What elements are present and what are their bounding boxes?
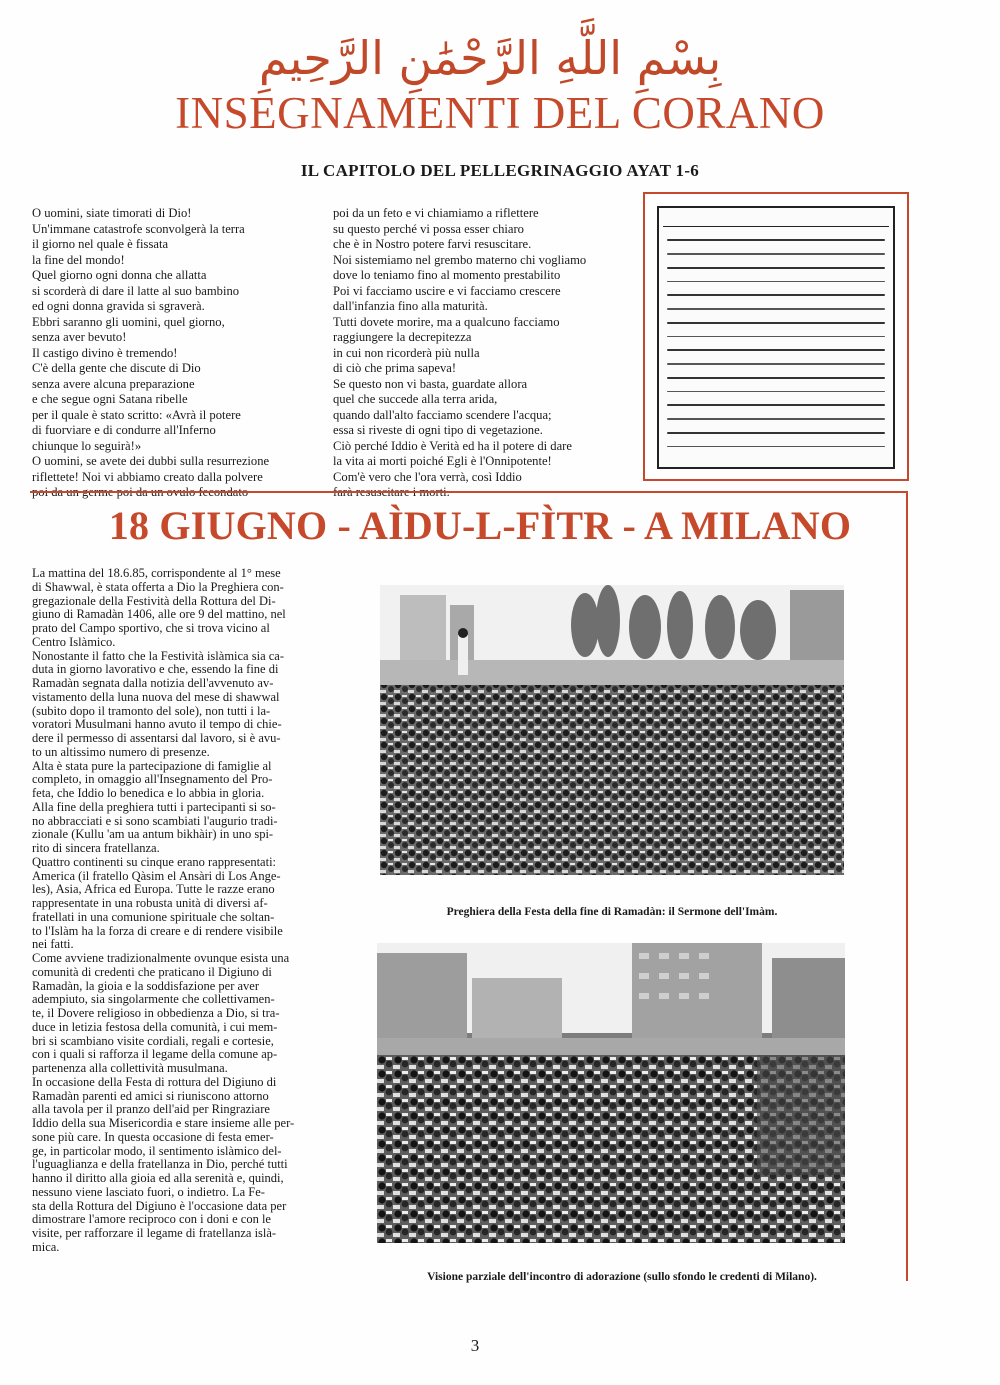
verse-line: Il castigo divino è tremendo! [32,345,178,360]
article-line: zionale (Kullu 'am ua antum bikhàir) in uno spi- [32,827,274,842]
article-line: prato del Campo sportivo, che si trova vicino al [32,621,270,635]
verse-line: si scorderà di dare il latte al suo bambino [32,283,240,298]
article-line: te, il Dovere religioso in obbedienza a Dio, si tra- [32,1006,280,1020]
verse-line: Ciò perché Iddio è Verità ed ha il potere di dare [333,438,572,453]
verse-line: e che segue ogni Satana ribelle [32,392,188,406]
verse-line: quando dall'alto facciamo scendere l'acqua; [333,407,552,422]
verse-line: chiunque lo seguirà!» [32,438,142,453]
article-line: gregazionale della Festività della Rottura del Di- [32,593,276,608]
article-line: dere il permesso di assentarsi dal lavoro, si è avu- [32,731,281,745]
article-line: Come avviene tradizionalmente ovunque esista una [32,951,290,965]
verse-line: Un'immane catastrofe sconvolgerà la terra [32,221,245,236]
verse-line: Se questo non vi basta, guardate allora [333,376,528,391]
basmala-calligraphy: بِسْمِ اللَّهِ الرَّحْمَٰنِ الرَّحِيمِ [258,31,722,85]
article-line: duta in giorno lavorativo e che, essendo la fine di [32,662,279,677]
article-line: no abbracciati e si sono scambiati l'augurio tradi- [32,813,278,828]
article-line: nessuno viene lasciato fuori, o indietro. La Fe- [32,1184,265,1199]
verse-line: Com'è vero che l'ora verrà, così Iddio [333,469,522,484]
verse-line: dove lo teniamo fino al momento prestabilito [333,268,561,282]
article-line: con i quali si rafforza il legame della comune ap- [32,1047,278,1062]
article-line: nei fatti. [32,937,74,952]
section-divider [30,491,908,493]
article-line: Iddio della sua Misericordia e stare insieme alle per- [32,1116,295,1130]
verse-line: poi da un feto e vi chiamiamo a riflettere [333,206,539,220]
article-line: fratellati in una comunione spirituale che soltan- [32,909,275,924]
verse-line: di fuorviare e di condurre all'Inferno [32,423,216,437]
article-line: Alta è stata pure la partecipazione di famiglie al [32,758,272,773]
article-line: adempiuto, sia singolarmente che collettivamen- [32,992,275,1007]
verse-line: Ebbri saranno gli uomini, quel giorno, [32,314,225,329]
verse-line: C'è della gente che discute di Dio [32,361,201,375]
article-line: Centro Islàmico. [32,634,116,649]
article-line: completo, in omaggio all'Insegnamento del Pro- [32,772,273,787]
verse-line: Poi vi facciamo uscire e vi facciamo crescere [333,283,561,298]
verse-line: ed ogni donna gravida si sgraverà. [32,299,205,313]
article-line: partenenza alla collettività musulmana. [32,1061,228,1075]
verse-line: il giorno nel quale è fissata [32,237,169,251]
verse-line: Noi sistemiamo nel grembo materno chi vogliamo [333,252,587,267]
verse-line: Quel giorno ogni donna che allatta [32,268,207,282]
article-line: Ramadàn segnata dalla notizia dell'avvenuto av- [32,676,274,690]
article-body [32,567,362,1255]
article-line: visite, per rafforzare il legame di fratellanza islà- [32,1226,277,1240]
verse-line: raggiungere la decrepitezza [333,330,472,344]
verse-line: senza aver bevuto! [32,330,127,344]
verse-line: che è in Nostro potere farvi resuscitare. [333,237,532,251]
article-line: dimostrare l'amore reciproco con i doni e con le [32,1212,271,1227]
worship-gathering-photo [377,943,845,1243]
article-line: (subito dopo il tramonto del sole), non tutti i la- [32,703,271,718]
page-number: 3 [470,1336,480,1355]
article-line: ge, in particolar modo, il sentimento islàmico del- [32,1143,282,1158]
article-line: sone più care. In questa occasione di festa emer- [32,1129,274,1144]
verse-line: senza avere alcuna preparazione [32,376,195,391]
article-line: La mattina del 18.6.85, corrispondente al 1° mese [32,566,281,580]
quran-manuscript-frame [643,192,909,481]
verse-column-1 [32,206,322,501]
verse-line: su questo perché vi possa esser chiaro [333,221,524,236]
worship-photo-illustration [377,943,845,1243]
verse-line: la fine del mondo! [32,252,125,267]
manuscript-header [663,210,889,227]
article-line: di Shawwal, è stata offerta a Dio la Preghiera con- [32,579,284,594]
article-line: In occasione della Festa di rottura del Digiuno di [32,1074,277,1089]
article-line: sta della Rottura del Digiuno è l'occasione data per [32,1198,287,1213]
verse-line: quel che succede alla terra arida, [333,392,498,406]
article-line: feta, che Iddio lo benedica e lo abbia in gloria. [32,786,265,800]
article-line: mica. [32,1239,60,1254]
article-line: hanno il diritto alla gioia ed alla serenità e, quindi, [32,1171,284,1185]
sermon-photo-illustration [380,585,844,875]
article-line: Ramadàn, la gioia e la soddisfazione per aver [32,978,259,993]
article-line: to l'Islàm ha la forza di creare e di rendere visibile [32,923,283,938]
article-line: vistamento della luna nuova del mese di shawwal [32,689,280,704]
event-title: 18 GIUGNO - AÌDU-L-FÌTR - A MILANO [108,503,852,548]
verse-line: O uomini, se avete dei dubbi sulla resurrezione [32,454,270,468]
article-line: l'uguaglianza e della fratellanza in Dio, perché tutti [32,1157,288,1172]
article-line: Alla fine della preghiera tutti i partecipanti si so- [32,799,276,814]
article-line: Quattro continenti su cinque erano rappresentati: [32,854,277,869]
page-title: INSEGNAMENTI DEL CORANO [175,88,825,138]
article-line: America (il fratello Qàsim el Ansàri di Los Ange- [32,868,281,883]
article-line: Ramadàn parenti ed amici si riuniscono attorno [32,1088,269,1103]
verse-column-2 [333,206,633,501]
article-line: alla tavola per il pranzo dell'aid per Ringraziare [32,1102,270,1117]
section-subtitle: IL CAPITOLO DEL PELLEGRINAGGIO AYAT 1-6 [300,161,700,180]
article-line: voratori Musulmani hanno avuto il tempo di chie- [32,717,282,732]
article-line: les), Asia, Africa ed Europa. Tutte le razze erano [32,882,275,897]
verse-line: dall'infanzia fino alla maturità. [333,299,488,313]
article-line: rito di sincera fratellanza. [32,841,160,855]
verse-line: essa si riveste di ogni tipo di vegetazione. [333,423,543,437]
verse-line: in cui non ricorderà più nulla [333,345,480,360]
quran-manuscript-image [657,206,895,469]
section-border [906,491,908,1281]
article-line: comunità di credenti che praticano il Digiuno di [32,964,272,979]
article-line: duce in letizia festosa della comunità, i cui mem- [32,1019,278,1034]
article-line: giuno di Ramadàn 1406, alle ore 9 del mattino, nel [32,607,286,622]
photo-caption-sermon: Preghiera della Festa della fine di Ramadàn: il Sermone dell'Imàm. [446,906,778,918]
verse-line: di ciò che prima sapeva! [333,361,457,375]
article-line: bri si scambiano visite cordiali, regali e cortesie, [32,1033,274,1048]
verse-line: riflettete! Noi vi abbiamo creato dalla polvere [32,469,263,484]
verse-line: la vita ai morti poiché Egli è l'Onnipotente! [333,454,552,468]
verse-line: per il quale è stato scritto: «Avrà il potere [32,407,241,422]
article-line: rappresentate in una robusta unità di diversi af- [32,896,268,910]
verse-line: Tutti dovete morire, ma a qualcuno facciamo [333,314,560,329]
article-line: Nonostante il fatto che la Festività islàmica sia ca- [32,648,285,663]
verse-line: O uomini, siate timorati di Dio! [32,206,192,220]
sermon-photo [380,585,844,875]
photo-caption-worship: Visione parziale dell'incontro di adorazione (sullo sfondo le credenti di Milano). [427,1271,817,1283]
article-line: to un altissimo numero di presenze. [32,744,210,759]
